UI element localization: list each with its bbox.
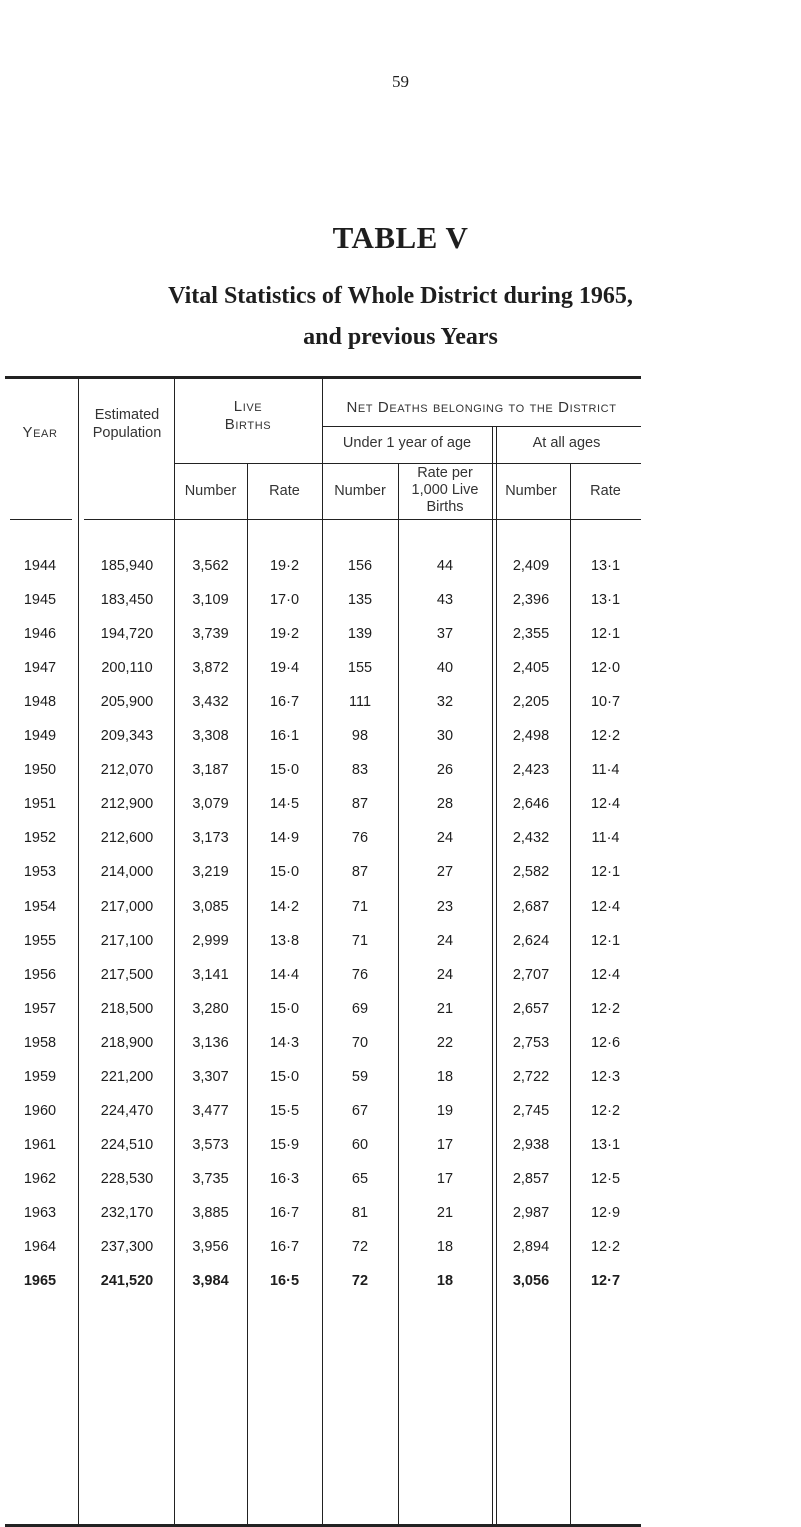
cell-year: 1946	[23, 626, 57, 642]
cell-allages-rate: 12·1	[590, 864, 621, 880]
cell-year: 1963	[23, 1205, 57, 1221]
cell-allages-number: 2,745	[512, 1103, 550, 1119]
table-subtitle-line1: Vital Statistics of Whole District during 1965,	[168, 283, 633, 309]
cell-births-rate: 19·2	[269, 626, 300, 642]
header-allages-rate: Rate	[590, 483, 621, 499]
cell-allages-number: 2,409	[512, 558, 550, 574]
cell-population: 237,300	[100, 1239, 154, 1255]
cell-births-rate: 15·0	[269, 762, 300, 778]
cell-year: 1957	[23, 1001, 57, 1017]
cell-population: 224,510	[100, 1137, 154, 1153]
col-rule-allages-number	[570, 463, 571, 1524]
cell-under1-number: 76	[351, 830, 369, 846]
cell-under1-number: 155	[347, 660, 373, 676]
cell-births-number: 3,280	[192, 1001, 229, 1017]
cell-under1-rate: 24	[436, 967, 454, 983]
cell-year: 1960	[23, 1103, 57, 1119]
cell-births-rate: 14·9	[269, 830, 300, 846]
cell-births-number: 3,735	[192, 1171, 229, 1187]
cell-under1-number: 98	[351, 728, 369, 744]
page-number: 59	[392, 72, 409, 91]
cell-year: 1945	[23, 592, 57, 608]
cell-allages-number: 2,657	[512, 1001, 550, 1017]
cell-allages-rate: 12·1	[590, 933, 621, 949]
cell-population: 224,470	[100, 1103, 154, 1119]
cell-under1-rate: 22	[436, 1035, 454, 1051]
header-under1-number: Number	[334, 483, 386, 499]
col-rule-births-rate	[322, 376, 323, 1524]
cell-under1-number: 111	[348, 694, 372, 710]
cell-year: 1948	[23, 694, 57, 710]
cell-under1-rate: 18	[436, 1239, 454, 1255]
cell-allages-rate: 13·1	[590, 558, 621, 574]
cell-under1-rate: 21	[436, 1001, 454, 1017]
cell-population: 194,720	[100, 626, 154, 642]
cell-births-number: 3,109	[192, 592, 229, 608]
cell-allages-number: 2,498	[512, 728, 550, 744]
cell-births-rate: 14·5	[269, 796, 300, 812]
cell-allages-rate: 12·3	[590, 1069, 621, 1085]
cell-population: 185,940	[100, 558, 154, 574]
cell-under1-rate: 32	[436, 694, 454, 710]
cell-births-rate: 16·7	[269, 1205, 300, 1221]
col-rule-year	[78, 376, 79, 1524]
cell-allages-rate: 11·4	[591, 762, 620, 778]
cell-births-rate: 14·3	[269, 1035, 300, 1051]
cell-under1-rate: 17	[436, 1137, 454, 1153]
cell-births-number: 3,079	[192, 796, 229, 812]
cell-births-number: 3,432	[192, 694, 229, 710]
cell-population: 228,530	[100, 1171, 154, 1187]
cell-births-number: 3,136	[192, 1035, 229, 1051]
cell-under1-rate: 17	[436, 1171, 454, 1187]
header-bottom-rule-1	[10, 519, 72, 520]
cell-allages-number: 2,722	[512, 1069, 550, 1085]
col-rule-population	[174, 376, 175, 1524]
cell-population: 200,110	[101, 660, 153, 676]
cell-under1-rate: 24	[436, 933, 454, 949]
header-rule-allages	[492, 463, 641, 464]
cell-year: 1959	[23, 1069, 57, 1085]
cell-births-rate: 19·2	[269, 558, 300, 574]
header-allages-number: Number	[505, 483, 557, 499]
header-rule-births	[174, 463, 322, 464]
cell-population: 212,900	[100, 796, 154, 812]
cell-births-number: 3,872	[192, 660, 229, 676]
header-year: Year	[22, 424, 58, 441]
cell-births-number: 3,956	[192, 1239, 229, 1255]
cell-year: 1944	[23, 558, 57, 574]
table-title: TABLE V	[332, 220, 469, 255]
cell-year: 1947	[23, 660, 57, 676]
cell-allages-number: 2,646	[512, 796, 550, 812]
cell-population: 205,900	[100, 694, 154, 710]
cell-births-rate: 19·4	[269, 660, 300, 676]
table-top-rule	[5, 376, 641, 379]
cell-year: 1962	[23, 1171, 57, 1187]
header-rule-net-deaths	[322, 426, 641, 427]
cell-under1-number: 87	[351, 796, 369, 812]
header-births-rate: Rate	[269, 483, 300, 499]
cell-births-number: 3,141	[192, 967, 229, 983]
cell-allages-number: 2,687	[512, 899, 550, 915]
cell-births-rate: 17·0	[269, 592, 300, 608]
cell-population: 212,070	[100, 762, 154, 778]
cell-under1-rate: 40	[436, 660, 454, 676]
cell-population: 217,500	[100, 967, 154, 983]
cell-births-rate: 16·1	[269, 728, 300, 744]
cell-year: 1952	[23, 830, 57, 846]
cell-allages-number: 2,396	[512, 592, 550, 608]
cell-births-rate: 16·3	[269, 1171, 300, 1187]
cell-allages-rate: 12·0	[590, 660, 621, 676]
cell-allages-rate: 13·1	[590, 1137, 621, 1153]
cell-births-number: 3,085	[192, 899, 229, 915]
cell-under1-rate: 43	[436, 592, 454, 608]
cell-allages-number: 3,056	[512, 1273, 550, 1289]
cell-allages-rate: 10·7	[590, 694, 621, 710]
cell-under1-number: 69	[351, 1001, 369, 1017]
cell-births-number: 3,308	[192, 728, 229, 744]
header-under1-rate-per-1000: Rate per 1,000 Live Births	[411, 465, 479, 515]
cell-under1-number: 72	[351, 1239, 369, 1255]
cell-births-number: 3,573	[192, 1137, 229, 1153]
cell-population: 214,000	[100, 864, 154, 880]
cell-population: 221,200	[100, 1069, 154, 1085]
table-subtitle-line2: and previous Years	[303, 324, 498, 350]
cell-births-rate: 15·9	[269, 1137, 300, 1153]
cell-allages-rate: 12·5	[590, 1171, 621, 1187]
cell-under1-number: 60	[351, 1137, 369, 1153]
cell-under1-rate: 28	[436, 796, 454, 812]
cell-under1-number: 76	[351, 967, 369, 983]
cell-allages-rate: 12·2	[590, 1103, 621, 1119]
cell-births-number: 3,885	[192, 1205, 229, 1221]
cell-under1-rate: 21	[436, 1205, 454, 1221]
header-live-births: Live Births	[224, 398, 272, 433]
cell-under1-number: 67	[351, 1103, 369, 1119]
cell-year: 1954	[23, 899, 57, 915]
cell-births-rate: 14·2	[269, 899, 300, 915]
cell-year: 1958	[23, 1035, 57, 1051]
cell-under1-number: 59	[351, 1069, 369, 1085]
cell-population: 212,600	[100, 830, 154, 846]
cell-births-number: 3,219	[192, 864, 229, 880]
cell-year: 1955	[23, 933, 57, 949]
cell-population: 218,500	[100, 1001, 154, 1017]
cell-allages-number: 2,432	[512, 830, 550, 846]
cell-under1-rate: 37	[436, 626, 454, 642]
cell-allages-rate: 12·6	[590, 1035, 621, 1051]
header-net-deaths: Net Deaths belonging to the District	[346, 399, 617, 416]
cell-population: 218,900	[100, 1035, 154, 1051]
cell-births-number: 3,187	[192, 762, 229, 778]
cell-under1-number: 139	[347, 626, 373, 642]
cell-population: 183,450	[100, 592, 154, 608]
cell-allages-number: 2,938	[512, 1137, 550, 1153]
cell-under1-rate: 18	[436, 1273, 454, 1289]
cell-year: 1961	[23, 1137, 57, 1153]
cell-births-number: 2,999	[192, 933, 229, 949]
cell-allages-rate: 12·2	[590, 1239, 621, 1255]
cell-births-rate: 16·7	[269, 1239, 300, 1255]
cell-allages-number: 2,894	[512, 1239, 550, 1255]
cell-year: 1950	[23, 762, 57, 778]
cell-under1-number: 71	[351, 899, 369, 915]
cell-year: 1956	[23, 967, 57, 983]
cell-under1-rate: 30	[436, 728, 454, 744]
cell-population: 241,520	[100, 1273, 154, 1289]
cell-year: 1964	[23, 1239, 57, 1255]
cell-births-rate: 15·0	[269, 1069, 300, 1085]
cell-births-rate: 15·5	[269, 1103, 300, 1119]
cell-allages-number: 2,423	[512, 762, 550, 778]
cell-allages-number: 2,405	[512, 660, 550, 676]
cell-population: 209,343	[100, 728, 154, 744]
cell-under1-rate: 23	[436, 899, 454, 915]
cell-under1-number: 87	[351, 864, 369, 880]
header-rule-under1	[322, 463, 492, 464]
cell-under1-rate: 26	[436, 762, 454, 778]
cell-allages-number: 2,355	[512, 626, 550, 642]
header-all-ages: At all ages	[532, 435, 601, 451]
cell-births-rate: 15·0	[269, 864, 300, 880]
cell-year: 1949	[23, 728, 57, 744]
cell-allages-rate: 12·2	[590, 728, 621, 744]
cell-under1-number: 135	[347, 592, 373, 608]
cell-births-rate: 16·7	[269, 694, 300, 710]
cell-allages-rate: 12·9	[590, 1205, 621, 1221]
cell-under1-number: 83	[351, 762, 369, 778]
cell-under1-number: 71	[351, 933, 369, 949]
cell-births-number: 3,307	[192, 1069, 229, 1085]
cell-allages-rate: 12·1	[590, 626, 621, 642]
col-rule-births-number	[247, 463, 248, 1524]
cell-allages-rate: 12·7	[590, 1273, 621, 1289]
cell-allages-rate: 12·4	[590, 899, 621, 915]
cell-allages-rate: 12·4	[590, 967, 621, 983]
header-bottom-rule-2	[84, 519, 641, 520]
cell-under1-number: 81	[351, 1205, 369, 1221]
cell-births-number: 3,477	[192, 1103, 229, 1119]
cell-allages-number: 2,624	[512, 933, 550, 949]
cell-under1-rate: 19	[436, 1103, 454, 1119]
cell-births-number: 3,739	[192, 626, 229, 642]
cell-births-number: 3,562	[192, 558, 229, 574]
header-estimated-population: Estimated Population	[92, 407, 162, 441]
cell-births-number: 3,173	[192, 830, 229, 846]
cell-allages-number: 2,707	[512, 967, 550, 983]
cell-under1-number: 156	[347, 558, 373, 574]
cell-under1-rate: 44	[436, 558, 454, 574]
cell-year: 1951	[23, 796, 57, 812]
cell-births-rate: 14·4	[269, 967, 300, 983]
cell-allages-rate: 11·4	[591, 830, 620, 846]
col-rule-under1-number	[398, 463, 399, 1524]
cell-population: 217,100	[100, 933, 154, 949]
cell-under1-rate: 27	[436, 864, 454, 880]
cell-births-rate: 16·5	[269, 1273, 300, 1289]
cell-allages-number: 2,205	[512, 694, 550, 710]
cell-year: 1953	[23, 864, 57, 880]
cell-births-number: 3,984	[192, 1273, 229, 1289]
header-under-1-year: Under 1 year of age	[342, 435, 472, 451]
cell-allages-rate: 13·1	[590, 592, 621, 608]
cell-under1-rate: 18	[436, 1069, 454, 1085]
cell-under1-number: 65	[351, 1171, 369, 1187]
cell-year: 1965	[23, 1273, 57, 1289]
cell-under1-number: 70	[351, 1035, 369, 1051]
cell-births-rate: 13·8	[269, 933, 300, 949]
cell-allages-number: 2,753	[512, 1035, 550, 1051]
cell-allages-rate: 12·4	[590, 796, 621, 812]
cell-allages-number: 2,857	[512, 1171, 550, 1187]
cell-allages-number: 2,582	[512, 864, 550, 880]
cell-allages-rate: 12·2	[590, 1001, 621, 1017]
cell-population: 217,000	[100, 899, 154, 915]
cell-population: 232,170	[100, 1205, 154, 1221]
cell-births-rate: 15·0	[269, 1001, 300, 1017]
cell-under1-rate: 24	[436, 830, 454, 846]
cell-allages-number: 2,987	[512, 1205, 550, 1221]
cell-under1-number: 72	[351, 1273, 369, 1289]
header-births-number: Number	[184, 483, 237, 499]
